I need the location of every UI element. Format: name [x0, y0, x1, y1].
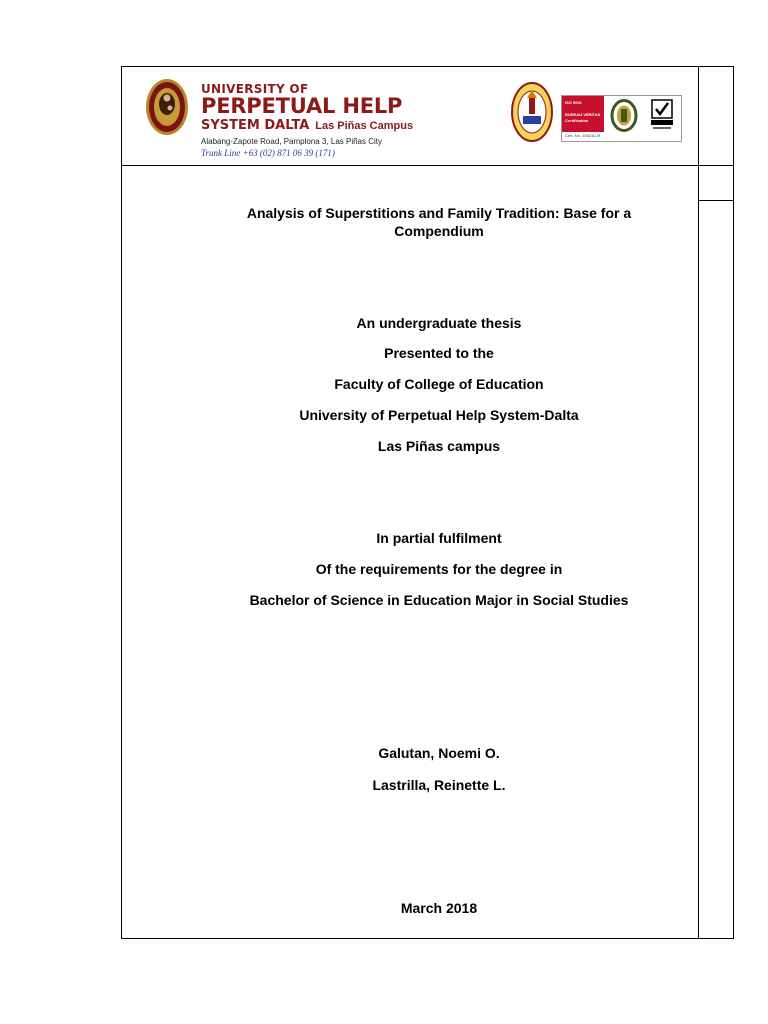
- presented-line1: An undergraduate thesis: [356, 315, 522, 331]
- presented-line2: Presented to the: [384, 345, 494, 361]
- thesis-title-line2: Compendium: [394, 223, 484, 239]
- header-divider: [121, 165, 734, 166]
- table-border-bottom: [121, 938, 734, 939]
- university-line2: PERPETUAL HELP: [201, 94, 403, 118]
- college-seal-icon: [511, 82, 553, 142]
- thesis-title-line1: Analysis of Superstitions and Family Tradition: Base for a: [246, 205, 632, 221]
- university-seal-icon: [145, 78, 189, 136]
- cert-iso-label: ISO 9001: [565, 100, 582, 105]
- trunk-line: Trunk Line +63 (02) 871 06 39 (171): [201, 148, 335, 158]
- table-column-divider: [698, 66, 699, 939]
- certification-badge: [561, 95, 682, 142]
- side-cell-divider: [698, 200, 734, 201]
- university-line3: [201, 117, 421, 134]
- system-dalta-label: SYSTEM DALTA: [201, 118, 310, 133]
- cert-bv-label: BUREAU VERITAS: [565, 112, 601, 117]
- university-line1: UNIVERSITY OF: [201, 82, 309, 96]
- fulfilment-line2: Of the requirements for the degree in: [315, 561, 563, 577]
- author-2: Lastrilla, Reinette L.: [372, 777, 506, 793]
- table-border-right: [733, 66, 734, 939]
- ukas-icon: [648, 99, 676, 132]
- table-border-top: [121, 66, 734, 67]
- university-name: [201, 83, 421, 134]
- author-1: Galutan, Noemi O.: [378, 745, 500, 761]
- fulfilment-line3: Bachelor of Science in Education Major in Social Studies: [249, 592, 629, 608]
- bureau-veritas-panel: [562, 96, 604, 132]
- table-border-left: [121, 66, 122, 938]
- presented-line5: Las Piñas campus: [377, 438, 501, 454]
- presented-line4: University of Perpetual Help System-Dalta: [299, 407, 579, 423]
- bureau-veritas-icon: [608, 99, 640, 132]
- cert-number: Cert. No. 10021U-R: [565, 133, 601, 138]
- presented-line3: Faculty of College of Education: [334, 376, 544, 392]
- campus-label: Las Piñas Campus: [315, 120, 414, 132]
- fulfilment-line1: In partial fulfilment: [376, 530, 502, 546]
- cert-bv-sub-label: Certification: [565, 118, 589, 123]
- university-address: Alabang-Zapote Road, Pamplona 3, Las Piñas City: [201, 137, 382, 146]
- thesis-date: March 2018: [400, 900, 478, 916]
